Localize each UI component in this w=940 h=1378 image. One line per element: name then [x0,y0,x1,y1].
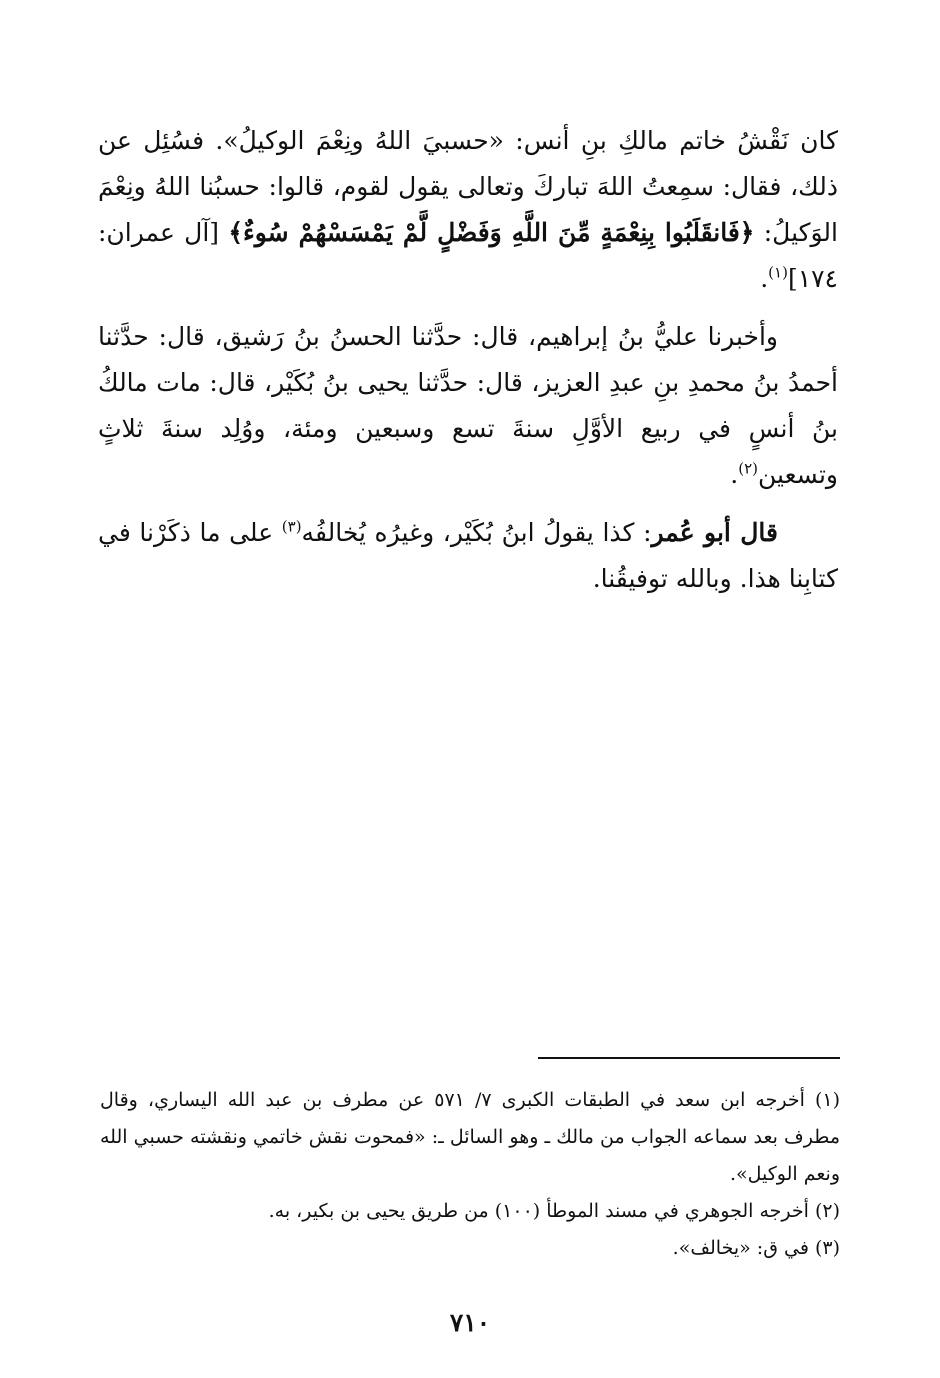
footnotes [100,1082,840,1267]
paragraph-2-text: وأخبرنا عليُّ بنُ إبراهيم، قال: حدَّثنا الحسنُ بنُ رَشيق، قال: حدَّثنا أحمدُ بنُ محمدِ بنِ عبدِ العزيز، قال: حدَّثنا يحيى بنُ بُكَيْر، قال: مات مالكُ بنُ أنسٍ في ربيع الأوَّلِ سنةَ تسع وسبعين ومئة، ووُلِد سنةَ ثلاثٍ وتسعين [98,322,838,489]
paragraph-1 [98,118,838,302]
page-number: ٧١٠ [449,1308,491,1337]
footnote-1: (١) أخرجه ابن سعد في الطبقات الكبرى ٧/ ٥٧١ عن مطرف بن عبد الله اليساري، وقال مطرف بعد سماعه الجواب من مالك ـ وهو السائل ـ: «فمحوت نقش خاتمي ونقشته حسبي الله ونعم الوكيل». [100,1089,841,1185]
footnote-ref-3[interactable]: (٣) [281,517,302,536]
paragraph-1-text: كان نَقْشُ خاتم مالكِ بنِ أنس: «حسبيَ اللهُ ونِعْمَ الوكيلُ». فسُئِل عن ذلك، فقال: سمِعتُ اللهَ تباركَ وتعالى يقول لقوم، قالوا: حسبُنا اللهُ ونِعْمَ الوَكيلُ: [98,126,838,247]
main-text [98,118,838,614]
footnote-ref-1[interactable]: (١) [768,263,788,282]
paragraph-3 [98,510,838,602]
paragraph-1-end: . [760,264,769,293]
footnote-ref-2[interactable]: (٢) [738,459,759,478]
paragraph-3-text-a: : كذا يقولُ ابنُ بُكَيْر، وغيرُه يُخالفُه [301,518,652,547]
paragraph-3-text-b: على ما ذكَرْنا في كتابِنا هذا. وبالله توفيقُنا. [98,518,838,593]
paragraph-2 [98,314,838,498]
paragraph-2-end: . [730,460,739,489]
footnote-3: (٣) في ق: «يخالف». [672,1237,840,1259]
footnote-2: (٢) أخرجه الجوهري في مسند الموطأ (١٠٠) من طريق يحيى بن بكير، به. [268,1200,840,1222]
quran-verse: ﴿فَانقَلَبُوا بِنِعْمَةٍ مِّنَ اللَّهِ وَفَضْلٍ لَّمْ يَمْسَسْهُمْ سُوءٌ﴾ [228,218,755,247]
verse-citation: [آل عمران: ١٧٤] [98,218,838,293]
footnote-separator [538,1057,840,1059]
speaker-name: قال أبو عُمر [651,518,778,547]
